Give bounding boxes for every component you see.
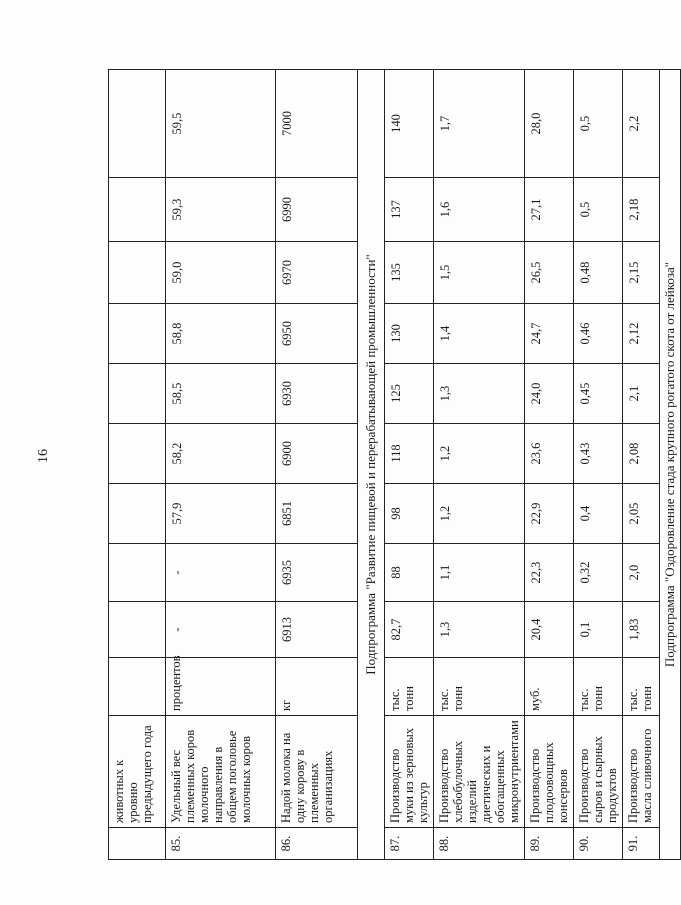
value-cell: 1,3 (434, 364, 525, 424)
value-cell: 1,3 (434, 602, 525, 658)
value-cell: 6950 (276, 304, 358, 364)
value-cell: 57,9 (166, 484, 276, 544)
value-cell: 1,7 (434, 70, 525, 178)
unit-cell: муб. (525, 658, 574, 716)
value-cell: 0,43 (574, 424, 623, 484)
value-cell: 20,4 (525, 602, 574, 658)
value-cell: 59,5 (166, 70, 276, 178)
table-row (623, 70, 660, 860)
value-cell: 1,4 (434, 304, 525, 364)
subprogram-title: Подпрограмма "Оздоровление стада крупного рогатого скота от лейкоза" (660, 70, 681, 860)
value-cell: 24,7 (525, 304, 574, 364)
table-row (434, 70, 525, 860)
row-number: 86. (276, 828, 358, 860)
value-cell: 118 (385, 424, 434, 484)
value-cell: 135 (385, 242, 434, 304)
row-number: 88. (434, 828, 525, 860)
row-number: 91. (623, 828, 660, 860)
value-cell: 58,2 (166, 424, 276, 484)
value-cell: 1,6 (434, 178, 525, 242)
value-cell: 2,05 (623, 484, 660, 544)
value-cell: 0,4 (574, 484, 623, 544)
row-number: 89. (525, 828, 574, 860)
table-row (166, 70, 276, 860)
value-cell: 59,3 (166, 178, 276, 242)
unit-cell: тыс. тонн (574, 658, 623, 716)
value-cell: 82,7 (385, 602, 434, 658)
value-cell: 58,5 (166, 364, 276, 424)
value-cell: 7000 (276, 70, 358, 178)
table-row-subprogram (358, 70, 385, 860)
table-row (276, 70, 358, 860)
value-cell: 2,0 (623, 544, 660, 602)
value-cell: 1,83 (623, 602, 660, 658)
indicator-name: Производство сыров и сырных продуктов (574, 716, 623, 828)
value-cell: 0,5 (574, 70, 623, 178)
unit-cell: процентов (166, 658, 276, 716)
indicator-name: Производство муки из зерновых культур (385, 716, 434, 828)
value-cell: 2,12 (623, 304, 660, 364)
table-row-continued-header (109, 70, 166, 860)
indicator-name: Производство хлебобулочных изделий диетических и обогащенных микронутриентами (434, 716, 525, 828)
value-cell: 0,48 (574, 242, 623, 304)
value-cell: 59,0 (166, 242, 276, 304)
value-cell: 6930 (276, 364, 358, 424)
value-cell: - (166, 544, 276, 602)
value-cell: 0,45 (574, 364, 623, 424)
unit-cell: тыс. тонн (434, 658, 525, 716)
indicator-name: Надой молока на одну корову в племенных организациях (276, 716, 358, 828)
rotated-table-wrapper (108, 70, 677, 860)
value-cell: 6851 (276, 484, 358, 544)
indicator-name: Производство масла сливочного (623, 716, 660, 828)
row-number: 90. (574, 828, 623, 860)
unit-cell: тыс. тонн (385, 658, 434, 716)
unit-cell: кг (276, 658, 358, 716)
value-cell: 1,2 (434, 484, 525, 544)
value-cell: 2,18 (623, 178, 660, 242)
value-cell: 140 (385, 70, 434, 178)
value-cell: 28,0 (525, 70, 574, 178)
value-cell: 98 (385, 484, 434, 544)
value-cell: 125 (385, 364, 434, 424)
value-cell: 22,9 (525, 484, 574, 544)
header-unit-cell (109, 658, 166, 716)
header-name-cell: животных к уровню предыдущего года (109, 716, 166, 828)
value-cell: - (166, 602, 276, 658)
value-cell: 6900 (276, 424, 358, 484)
value-cell: 130 (385, 304, 434, 364)
value-cell: 1,1 (434, 544, 525, 602)
value-cell: 2,2 (623, 70, 660, 178)
value-cell: 2,08 (623, 424, 660, 484)
indicator-name: Удельный вес племенных коров молочного направления в общем поголовье молочных коров (166, 716, 276, 828)
value-cell: 24,0 (525, 364, 574, 424)
value-cell: 2,15 (623, 242, 660, 304)
value-cell: 27,1 (525, 178, 574, 242)
value-cell: 0,32 (574, 544, 623, 602)
value-cell: 6970 (276, 242, 358, 304)
table-row (385, 70, 434, 860)
value-cell: 22,3 (525, 544, 574, 602)
value-cell: 6913 (276, 602, 358, 658)
value-cell: 26,5 (525, 242, 574, 304)
indicators-table (108, 69, 681, 860)
value-cell: 0,46 (574, 304, 623, 364)
value-cell: 2,1 (623, 364, 660, 424)
header-num-cell (109, 828, 166, 860)
table-row (574, 70, 623, 860)
table-row-subprogram (660, 70, 681, 860)
value-cell: 6990 (276, 178, 358, 242)
row-number: 87. (385, 828, 434, 860)
value-cell: 0,1 (574, 602, 623, 658)
value-cell: 58,8 (166, 304, 276, 364)
unit-cell: тыс. тонн (623, 658, 660, 716)
table-row (525, 70, 574, 860)
value-cell: 0,5 (574, 178, 623, 242)
indicator-name: Производство плодоовощных консервов (525, 716, 574, 828)
value-cell: 88 (385, 544, 434, 602)
row-number: 85. (166, 828, 276, 860)
value-cell: 23,6 (525, 424, 574, 484)
value-cell: 137 (385, 178, 434, 242)
value-cell: 6935 (276, 544, 358, 602)
subprogram-title: Подпрограмма "Развитие пищевой и перерабатывающей промышленности" (358, 70, 385, 860)
page-number: 16 (36, 449, 51, 463)
value-cell: 1,5 (434, 242, 525, 304)
value-cell: 1,2 (434, 424, 525, 484)
